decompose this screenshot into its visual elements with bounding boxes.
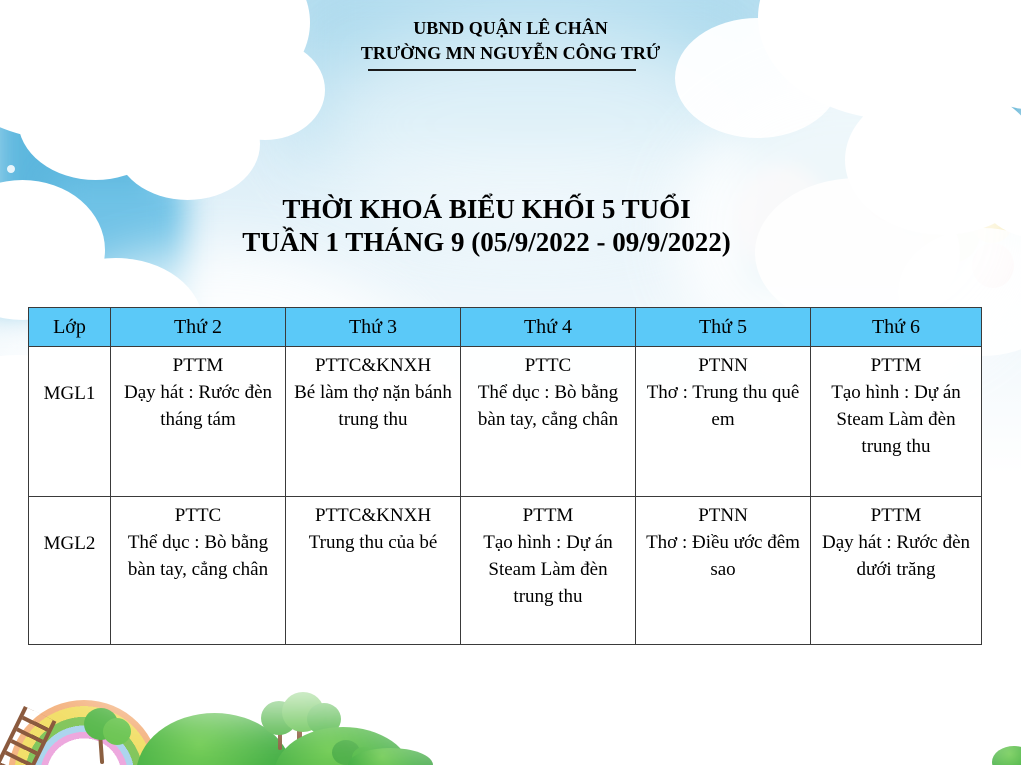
- subject-code: PTNN: [698, 505, 748, 526]
- class-name-cell: MGL1: [29, 347, 111, 497]
- title-line1: THỜI KHOÁ BIỂU KHỐI 5 TUỔI: [282, 194, 691, 224]
- subject-code: PTTM: [522, 505, 574, 526]
- subject-code: PTTM: [870, 505, 922, 526]
- page-title: [0, 193, 997, 259]
- title-line2: TUẦN 1 THÁNG 9 (05/9/2022 - 09/9/2022): [242, 227, 731, 257]
- activity-text: Tạo hình : Dự án Steam Làm đèn trung thu: [831, 382, 961, 457]
- timetable-cell: [286, 347, 461, 497]
- activity-text: Bé làm thợ nặn bánh trung thu: [294, 382, 452, 430]
- subject-code: PTTM: [870, 355, 922, 376]
- column-header-thu6: Thứ 6: [811, 308, 982, 347]
- timetable-cell: [636, 497, 811, 645]
- org-header: [0, 16, 1021, 71]
- column-header-thu2: Thứ 2: [111, 308, 286, 347]
- green-hill-corner: [992, 746, 1021, 765]
- timetable-cell: [811, 497, 982, 645]
- timetable-header-row: [29, 308, 982, 347]
- timetable-cell: [811, 347, 982, 497]
- timetable-cell: [111, 497, 286, 645]
- tree: [103, 718, 131, 745]
- timetable-cell: [461, 347, 636, 497]
- activity-text: Thể dục : Bò bằng bàn tay, cẳng chân: [477, 382, 619, 430]
- timetable-cell: [461, 497, 636, 645]
- subject-code: PTTM: [172, 355, 224, 376]
- org-underline: [368, 69, 636, 71]
- subject-code: PTTC: [524, 355, 572, 376]
- column-header-lop: Lớp: [29, 308, 111, 347]
- org-line2: TRƯỜNG MN NGUYỄN CÔNG TRỨ: [360, 43, 661, 63]
- activity-text: Dạy hát : Rước đèn dưới trăng: [821, 532, 971, 580]
- timetable-cell: [111, 347, 286, 497]
- activity-text: Thơ : Trung thu quê em: [646, 382, 800, 430]
- org-line1: UBND QUẬN LÊ CHÂN: [413, 18, 608, 38]
- class-name-cell: MGL2: [29, 497, 111, 645]
- subject-code: PTTC: [174, 505, 222, 526]
- subject-code: PTTC&KNXH: [314, 355, 432, 376]
- column-header-thu4: Thứ 4: [461, 308, 636, 347]
- timetable-cell: [286, 497, 461, 645]
- activity-text: Dạy hát : Rước đèn tháng tám: [123, 382, 273, 430]
- timetable-row-mgl2: [29, 497, 982, 645]
- subject-code: PTTC&KNXH: [314, 505, 432, 526]
- subject-code: PTNN: [698, 355, 748, 376]
- activity-text: Thể dục : Bò bằng bàn tay, cẳng chân: [127, 532, 269, 580]
- timetable: [28, 307, 982, 645]
- activity-text: Tạo hình : Dự án Steam Làm đèn trung thu: [483, 532, 613, 607]
- cloud-haze: [380, 645, 1020, 765]
- activity-text: Trung thu của bé: [308, 532, 438, 553]
- activity-text: Thơ : Điều ước đêm sao: [646, 532, 800, 580]
- column-header-thu5: Thứ 5: [636, 308, 811, 347]
- timetable-row-mgl1: [29, 347, 982, 497]
- timetable-cell: [636, 347, 811, 497]
- column-header-thu3: Thứ 3: [286, 308, 461, 347]
- sky-dot: [7, 165, 15, 173]
